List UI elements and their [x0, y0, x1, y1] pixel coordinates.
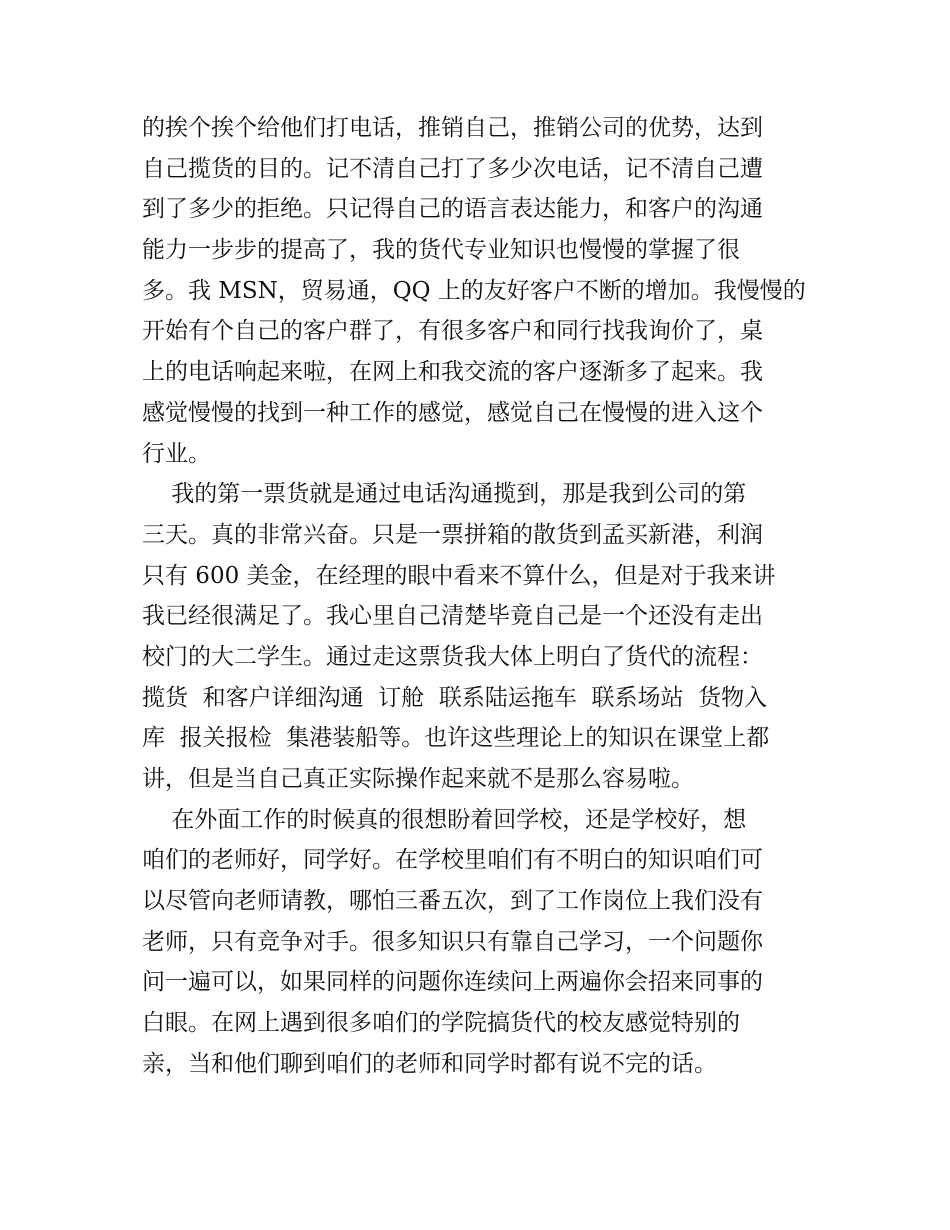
text-line: 只有 600 美金，在经理的眼中看来不算什么，但是对于我来讲: [142, 562, 776, 589]
text-line: 白眼。在网上遇到很多咱们的学院搞货代的校友感觉特别的: [142, 1010, 740, 1037]
text-line: 讲，但是当自己真正实际操作起来就不是那么容易啦。: [142, 766, 694, 792]
text-line: 上的电话响起来啦，在网上和我交流的客户逐渐多了起来。我: [142, 359, 763, 386]
text-line: 校门的大二学生。通过走这票货我大体上明白了货代的流程：: [142, 643, 763, 670]
text-line: 问一遍可以，如果同样的问题你连续问上两遍你会招来同事的: [142, 969, 763, 996]
document-body-text: [142, 108, 822, 1085]
text-line: 揽货 和客户详细沟通 订舱 联系陆运拖车 联系场站 货物入: [142, 684, 768, 711]
text-line: 咱们的老师好，同学好。在学校里咱们有不明白的知识咱们可: [142, 847, 763, 874]
text-line: 到了多少的拒绝。只记得自己的语言表达能力，和客户的沟通: [142, 196, 763, 223]
text-line: 多。我 MSN，贸易通，QQ 上的友好客户不断的增加。我慢慢的: [142, 277, 806, 304]
text-line: 行业。: [142, 440, 211, 467]
text-line: 我已经很满足了。我心里自己清楚毕竟自己是一个还没有走出: [142, 603, 763, 630]
text-line: 以尽管向老师请教，哪怕三番五次，到了工作岗位上我们没有: [142, 888, 763, 915]
text-line: 感觉慢慢的找到一种工作的感觉，感觉自己在慢慢的进入这个: [142, 399, 763, 426]
text-line: 我的第一票货就是通过电话沟通揽到，那是我到公司的第: [142, 481, 747, 508]
text-line: 在外面工作的时候真的很想盼着回学校，还是学校好，想: [142, 806, 747, 833]
text-line: 自己揽货的目的。记不清自己打了多少次电话，记不清自己遭: [142, 155, 763, 182]
text-line: 库 报关报检 集港装船等。也许这些理论上的知识在课堂上都: [142, 725, 770, 752]
text-line: 的挨个挨个给他们打电话，推销自己，推销公司的优势，达到: [142, 115, 763, 141]
text-line: 老师，只有竞争对手。很多知识只有靠自己学习，一个问题你: [142, 928, 763, 955]
text-line: 能力一步步的提高了，我的货代专业知识也慢慢的掌握了很: [142, 237, 740, 264]
text-line: 三天。真的非常兴奋。只是一票拼箱的散货到孟买新港，利润: [142, 521, 763, 548]
text-line: 亲，当和他们聊到咱们的老师和同学时都有说不完的话。: [142, 1050, 717, 1077]
text-line: 开始有个自己的客户群了，有很多客户和同行找我询价了，桌: [142, 318, 763, 345]
